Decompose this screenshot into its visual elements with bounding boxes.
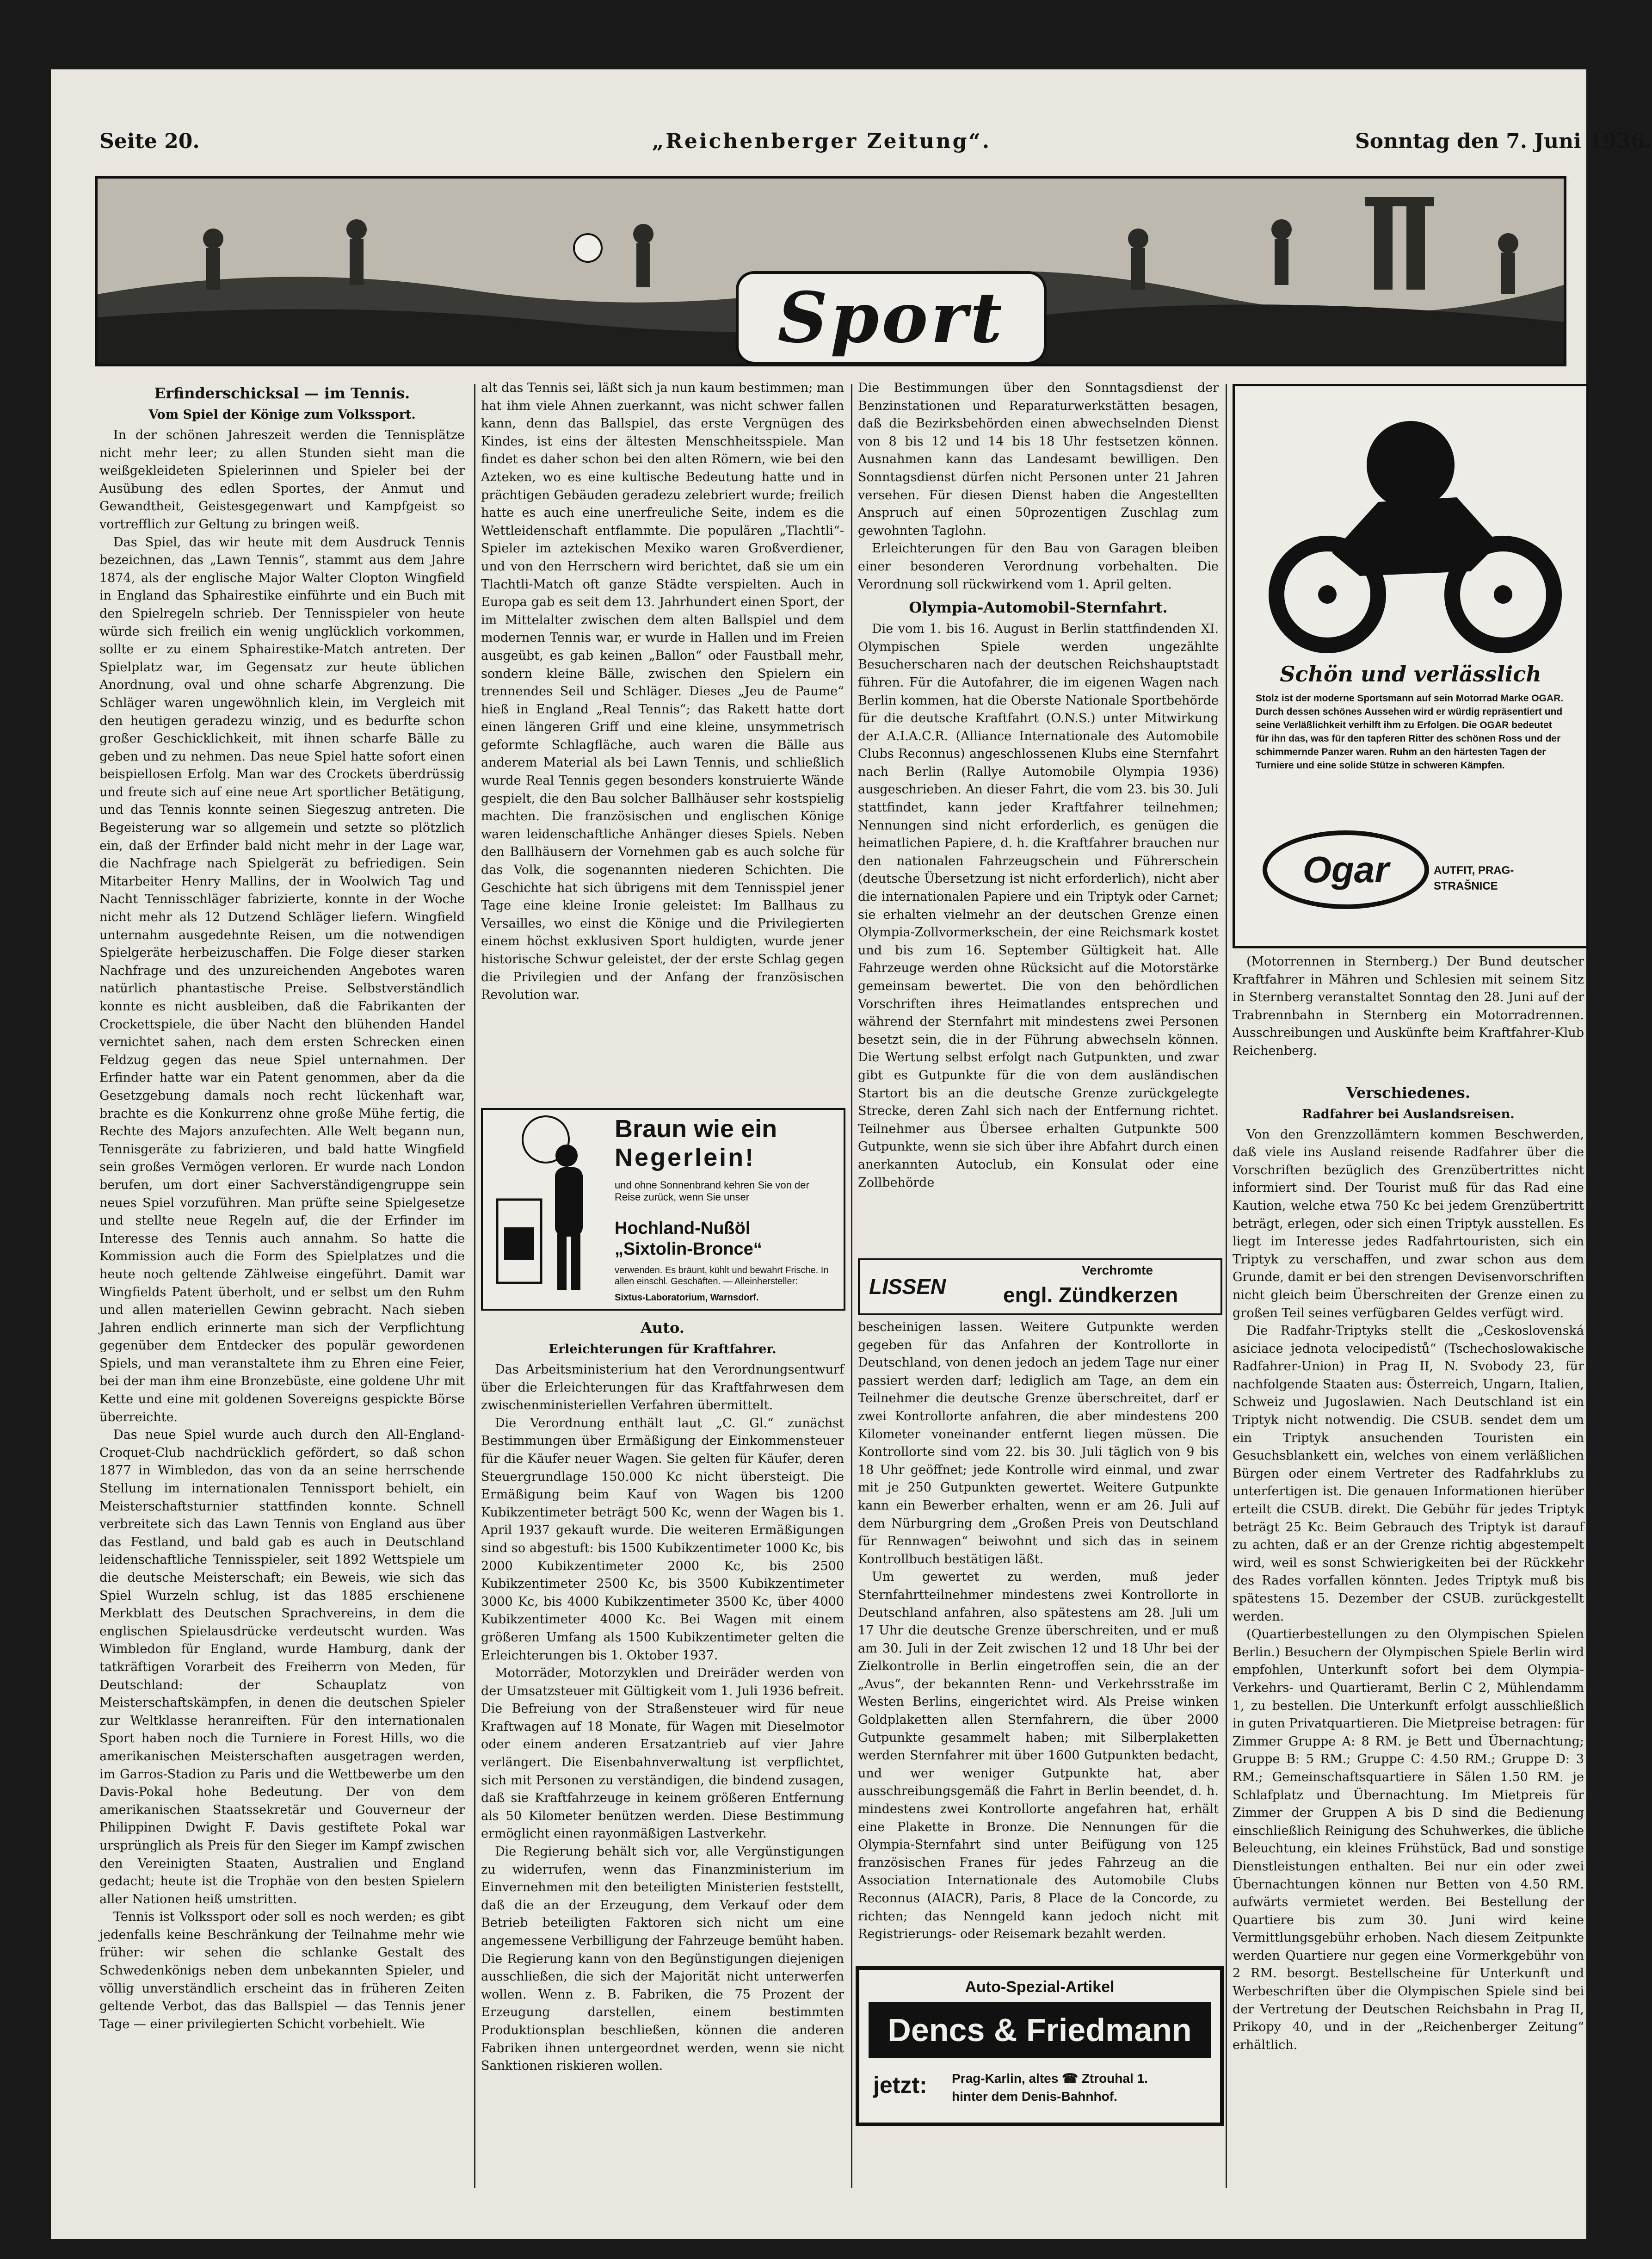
ad-product-2: „Sixtolin-Bronce“: [615, 1239, 762, 1259]
ad-maker: Sixtus-Laboratorium, Warnsdorf.: [615, 1293, 759, 1303]
ogar-ad: [1233, 384, 1589, 948]
sport-logo: Sport: [736, 271, 1047, 365]
column-rule-2: [851, 384, 852, 2188]
article-paragraph: alt das Tennis sei, läßt sich ja nun kaum bestimmen; man hat ihm viele Ahnen zuerkannt, was nicht schwer fallen kann, denn das Ballspiel, das erste Vergnügen des Kindes, ist eins der ältesten Menschheitsspiele. Man findet es daher schon bei den alten Römern, wie bei den Azteken, wo es eine kultische Bedeutung hatte und in prächtigen Gebäuden geradezu zelebriert wurde; freilich hatte es auch eine unerfreuliche Seite, indem es die Wettleidenschaft entflammte. Die populären „Tlachtli“-Spieler im aztekischen Mexiko waren Großverdiener, und von den Herrschern wird berichtet, daß sie um ein Tlachtli-Match oft ganze Städte verspielten. Auch in Europa gab es seit dem 13. Jahrhundert einen Sport, der im Mittelalter zwischen dem alten Ballspiel und dem modernen Tennis war, er wurde in Hallen und im Freien ausgeübt, es gab keinen „Ballon“ oder Faustball mehr, sondern kleine Bälle, zwischen den Spielern ein trennendes Seil und Schläger. Dieses „Jeu de Paume“ hieß in England „Real Tennis“; das Rakett hatte dort einen längeren Griff und eine kleine, unsymmetrisch geformte Schlagfläche, auch waren die Bälle aus anderem Material als bei Lawn Tennis, und schließlich wurde Real Tennis gegen besonders konstruierte Wände gespielt, die den Bau solcher Ballhäuser sehr kostspielig machten. Die französischen und englischen Könige waren leidenschaftliche Anhänger dieses Spiels. Neben den Ballhäusern der Vornehmen gab es auch solche für das Volk, die sogenannten niederen Schichten. Die Geschichte hat sich übrigens mit dem Tennisspiel jener Tage eine kleine Ironie geleistet: Im Ballhaus zu Versailles, wo einst die Könige und die Privilegierten einem höchst exklusiven Sport huldigten, wurde jener historische Schwur geleistet, der der erste Schlag gegen die Privilegien und der Anfang der französischen Revolution war.: [481, 381, 844, 1003]
article-paragraph: Motorräder, Motorzyklen und Dreiräder werden von der Umsatzsteuer mit Gültigkeit vom 1. Juli 1936 befreit. Die Befreiung von der Straßensteuer wird für neue Kraftwagen auf 18 Monate, für Wagen mit Dieselmotor oder einem anderen Ersatzantrieb auf vier Jahre verlängert. Die Eisenbahnverwaltung ist verpflichtet, sich mit Personen zu verständigen, die bindend zusagen, daß sie Kraftfahrzeuge in keinem größeren Entfernung als 50 Kilometer benützen werden. Diese Bestimmung ermöglicht einen rayonmäßigen Lastverkehr.: [481, 1666, 844, 1841]
ad-headline-1: Braun wie ein: [615, 1115, 777, 1143]
article-paragraph: Die Bestimmungen über den Sonntagsdienst der Benzinstationen und Reparaturwerkstätten besagen, daß die Bezirksbehörden einen abwechselnden Dienst von 8 bis 12 und 14 bis 18 Uhr festsetzen können. Ausnahmen kann das Landesamt bewilligen. Den Sonntagsdienst dürfen nicht Personen unter 21 Jahren versehen. Für diesen Dienst haben die Angestellten Anspruch auf einen 50prozentigen Zuschlag zum gewohnten Taglohn.: [858, 381, 1219, 538]
article-column-2-bottom: [481, 1314, 844, 2179]
section-title-auto: Auto.: [641, 1319, 684, 1337]
article-paragraph: Die Verordnung enthält laut „C. Gl.“ zunächst Bestimmungen über Ermäßigung der Einkommensteuer für die Käufer neuer Wagen. Sie gelten für Käufer, deren Steuergrundlage 150.000 Kc nicht übersteigt. Die Ermäßigung beim Kauf von Wagen bis 1200 Kubikzentimeter beträgt 500 Kc, wenn der Wagen bis 1. April 1937 gekauft wurde. Die weiteren Ermäßigungen sind so abgestuft: bis 1500 Kubikzentimeter 1000 Kc, bis 2000 Kubikzentimeter 2000 Kc, bis 2500 Kubikzentimeter 2500 Kc, bis 3500 Kubikzentimeter 3000 Kc, bis 4000 Kubikzentimeter 3500 Kc, über 4000 Kubikzentimeter 4000 Kc. Bei Wagen mit einem größeren Umfang als 1500 Kubikzentimeter gelten die Erleichterungen bis 1. Oktober 1937.: [481, 1416, 844, 1663]
article-column-2-top: [481, 379, 844, 1092]
issue-date: Sonntag den 7. Juni 1936.: [1355, 130, 1652, 153]
article-paragraph: (Motorrennen in Sternberg.) Der Bund deutscher Kraftfahrer in Mähren und Schlesien mit seinem Sitz in Sternberg veranstaltet Sonntag den 28. Juni auf der Trabrennbahn in Sternberg ein Motorradrennen. Ausschreibungen und Auskünfte beim Kraftfahrer-Klub Reichenberg.: [1233, 954, 1584, 1058]
motorcycle-illustration: [1239, 396, 1582, 655]
ad-text: Verchromte: [1082, 1263, 1153, 1277]
article-paragraph: (Quartierbestellungen zu den Olympischen Spielen Berlin.) Besuchern der Olympischen Spiele Berlin wird empfohlen, Unterkunft sofort bei dem Olympia-Verkehrs- und Quartieramt, Berlin C 2, Mühlendamm 1, zu bestellen. Die Unterkunft erfolgt ausschließlich in guten Privatquartieren. Die Mietpreise betragen: für Zimmer Gruppe A: 8 RM. je Bett und Übernachtung; Gruppe B: 5 RM.; Gruppe C: 4.50 RM.; Gruppe D: 3 RM.; Gemeinschaftsquartiere in Sälen 1.50 RM. je Schlafplatz und Übernachtung. Im Mietpreis für Zimmer der Gruppen A bis D sind die Bedienung einschließlich Reinigung des Schuhwerkes, die übliche Beleuchtung, ein kleines Frühstück, Bad und sonstige Dienstleistungen enthalten. Bei nur ein oder zwei Übernachtungen können nur Betten von 4.50 RM. aufwärts vermietet werden. Bei Bestellung der Quartiere bis zum 30. Juni wird keine Vermittlungsgebühr erhoben. Nach diesem Zeitpunkte werden Quartiere nur gegen eine Vormerkgebühr von 2 RM. besorgt. Bestellscheine für Unterkunft und Werbeschriften über die Olympischen Spiele sind bei der Vertretung der Deutschen Reichsbahn in Prag II, Prikopy 40, und in der „Reichenberger Zeitung“ erhältlich.: [1233, 1627, 1584, 2052]
figure-illustration: [486, 1112, 606, 1306]
ad-product-1: Hochland-Nußöl: [615, 1219, 751, 1238]
ad-address-1: Prag-Karlin, altes ☎ Ztrouhal 1.: [952, 2071, 1148, 2086]
article-subtitle: Vom Spiel der Könige zum Volkssport.: [148, 408, 416, 422]
article-paragraph: Die Radfahr-Triptyks stellt die „Ceskoslovenská asiciace jednota velocipedistů“ (Tschechoslowakische Radfahrer-Union) in Prag II, N. Svobody 23, für nachfolgende Staaten aus: Österreich, Ungarn, Italien, Schweiz und Jugoslawien. Nach Deutschland ist ein Triptyk nicht notwendig. Die CSUB. sendet dem um ein Triptyk ansuchenden Touristen ein Gesuchsblankett ein, welches von einem verläßlichen Bürgen oder einem Vertreter des Radfahrklubs zu unterfertigen ist. Die genauen Informationen hierüber erteilt die CSUB. direkt. Die Gebühr für jedes Triptyk beträgt 25 Kc. Beim Gebrauch des Triptyk ist darauf zu achten, daß er an der Grenze richtig abgestempelt wird, weil es sonst Schwierigkeiten bei der Rückkehr des Rades vorfallen könnten. Jedes Triptyk muß bis spätestens 15. Dezember der CSUB. zurückgestellt werden.: [1233, 1324, 1584, 1624]
article-title: Olympia-Automobil-Sternfahrt.: [909, 599, 1168, 617]
article-paragraph: Tennis ist Volkssport oder soll es noch werden; es gibt jedenfalls keine Beschränkung der Teilnahme mehr wie früher: wir sehen die schlanke Gestalt des Schwedenkönigs neben dem unbekannten Spieler, und völlig unverständlich erscheint das in früheren Zeiten geltende Verbot, das das Ballspiel — das Tennis jener Tage — einer privilegierten Schicht vorbehielt. Wie: [99, 1910, 465, 2031]
lissen-ad: [858, 1258, 1222, 1315]
article-paragraph: Das neue Spiel wurde auch durch den All-England-Croquet-Club nachdrücklich gefördert, so daß schon 1877 in Wimbledon, das von da an seine herrschende Stellung im internationalen Tennissport behielt, ein Meisterschaftsturnier stattfinden konnte. Schnell verbreitete sich das Lawn Tennis von England aus über das Festland, und bald gab es auch in Deutschland leidenschaftliche Tennisspieler, seit 1892 Wettspiele um die deutsche Meisterschaft; ein Beweis, wie sich das Spiel Wurzeln schlug, ist das 1885 erschienene Merkblatt des Deutschen Sprachvereins, in dem die englischen Spielausdrücke verdeutscht wurden. Was Wimbledon für England, wurde Hamburg, dank der tatkräftigen Vorarbeit des Freiherrn von Meden, für Deutschland: der Schauplatz von Meisterschaftskämpfen, in denen die deutschen Spieler zur Weltklasse heranreiften. Für den internationalen Sport haben noch die Turniere in Forest Hills, wo die amerikanischen Meisterschaften ausgetragen werden, im Garros-Stadion zu Paris und die Wettbewerbe um den Davis-Pokal hohe Bedeutung. Der von dem amerikanischen Staatssekretär und Gouverneur der Philippinen Dwight F. Davis gestiftete Pokal war ursprünglich als Preis für den Sieger im Kampf zwischen den Vereinigten Staaten, Australien und England gedacht; heute ist die Trophäe von den besten Spielern aller Nationen heiß umstritten.: [99, 1428, 465, 1906]
ad-company-name: Dencs & Friedmann: [869, 2002, 1211, 2058]
ad-headline: Auto-Spezial-Artikel: [965, 1978, 1115, 1996]
column-rule-3: [1226, 384, 1227, 2188]
ad-headline: Schön und verlässlich: [1280, 662, 1541, 687]
ad-brand: LISSEN: [869, 1275, 946, 1299]
ad-address-2: hinter dem Denis-Bahnhof.: [952, 2089, 1117, 2104]
article-paragraph: Um gewertet zu werden, muß jeder Sternfahrtteilnehmer mindestens zwei Kontrollorte in Deutschland anfahren, also spätestens am 28. Juli um 17 Uhr die deutsche Grenze überschreiten, und er muß am 30. Juli in der Zeit zwischen 12 und 18 Uhr bei der Zielkontrolle in Berlin eingetroffen sein, die an der „Avus“, der bekannten Renn- und Verkehrsstraße im Westen Berlins, eingerichtet wird. Als Preise winken Goldplaketten allen Sternfahrern, die über 2000 Gutpunkte gesammelt haben; mit Silberplaketten werden Sternfahrer mit über 1600 Gutpunkten bedacht, und wer weniger Gutpunkte hat, aber ausschreibungsgemäß die Fahrt in Berlin beendet, d. h. mindestens zwei Kontrollorte angefahren hat, erhält eine Plakette in Bronze. Die Nennungen für die Olympia-Sternfahrt sind unter Beifügung von 125 französischen Franes für jedes Fahrzeug an die Association Internationale des Automobile Clubs Reconnus (AIACR), Paris, 8 Place de la Concorde, zu richten; das Nenngeld kann jedoch nicht mit Registrierungs- oder Reisemark bezahlt werden.: [858, 1570, 1219, 1942]
article-subtitle: Radfahrer bei Auslandsreisen.: [1302, 1107, 1515, 1121]
article-subtitle: Erleichterungen für Kraftfahrer.: [549, 1342, 777, 1356]
ogar-logo: Ogar: [1263, 830, 1429, 909]
section-title-misc: Verschiedenes.: [1346, 1083, 1470, 1102]
article-column-1: [99, 379, 465, 2184]
article-column-4: [1233, 953, 1584, 2184]
ad-now: jetzt:: [873, 2072, 927, 2098]
article-title: Erfinderschicksal — im Tennis.: [154, 384, 410, 402]
dencs-friedmann-ad: [856, 1966, 1224, 2126]
column-rule-1: [474, 384, 475, 2188]
newspaper-name: „Reichenberger Zeitung“.: [652, 130, 992, 153]
page-number: Seite 20.: [99, 130, 200, 153]
ad-headline-2: Negerlein!: [615, 1144, 756, 1171]
article-column-3-bottom: [858, 1318, 1219, 1942]
article-paragraph: Das Arbeitsministerium hat den Verordnungsentwurf über die Erleichterungen für das Kraftfahrwesen dem zwischenministeriellen Verfahren übermittelt.: [481, 1362, 844, 1413]
article-paragraph: Die Regierung behält sich vor, alle Vergünstigungen zu widerrufen, wenn das Finanzministerium im Einvernehmen mit den beteiligten Ministerien feststellt, daß die an der Erzeugung, dem Verkauf oder dem Betrieb beteiligten Faktoren sich nicht um eine angemessene Verbilligung der Fahrzeuge bemüht haben. Die Regierung kann von den Begünstigungen diejenigen ausschließen, die sich der Majorität nicht unterwerfen wollen. Wenn z. B. Fabriken, die 75 Prozent der Erzeugung darstellen, einem bestimmten Produktionsplan beschließen, können die anderen Fabriken ihnen untergeordnet werden, wenn sie nicht Sanktionen riskieren wollen.: [481, 1844, 844, 2073]
article-paragraph: Das Spiel, das wir heute mit dem Ausdruck Tennis bezeichnen, das „Lawn Tennis“, stammt aus dem Jahre 1874, als der englische Major Walter Clopton Wingfield in England das Sphairestike einführte und ein Buch mit den Spielregeln schrieb. Der Tennisspieler von heute würde sich freilich ein wenig unglücklich vorkommen, sollte er zu einem Sphairestike-Match antreten. Der Spielplatz war, im Gegensatz zur heute üblichen Anordnung, oval und ohne scharfe Abgrenzung. Die Schläger waren ungewöhnlich klein, im Vergleich mit den heutigen geradezu winzig, und es bedurfte schon großer Geschicklichkeit, mit ihnen scharfe Bälle zu geben und zu nehmen. Das neue Spiel hatte sofort einen beispiellosen Erfolg. Man war des Crockets überdrüssig und freute sich auf eine neue Art sportlicher Betätigung, und das Tennis konnte seinen Siegeszug antreten. Die Begeisterung war so allgemein und setzte so plötzlich ein, daß der Erfinder bald nicht mehr in der Lage war, die Nachfrage nach Spielgerät zu befriedigen. Sein Mitarbeiter Henry Mallins, der in Woolwich Tag und Nacht Tennisschläger fabrizierte, konnte in der Woche nicht mehr als 12 Dutzend Schläger liefern. Wingfield unternahm ausgedehnte Reisen, um die notwendigen Spielgeräte herbeizuschaffen. Die Folge dieser starken Nachfrage und des unzureichenden Angebotes waren natürlich phantastische Preise. Selbstverständlich konnte es nicht ausbleiben, daß die Fabrikanten der Crockettspiele, die über Nacht den blühenden Handel vernichtet sahen, nach dem ersten Schrecken einen Feldzug gegen das neue Spiel unternahmen. Der Erfinder hatte war ein Patent genommen, aber da die Gesetzgebung damals noch recht lückenhaft war, brachte es die Konkurrenz ohne große Mühe fertig, die Rechte des Majors anzufechten. Alle Welt begann nun, Tennisgeräte zu fabrizieren, und bald hatte Wingfield sein großes Vermögen verloren. Er wurde nach London berufen, um dort einer Sachverständigengruppe sein neues Spiel vorzuführen. Man prüfte seine Spielgesetze und stellte neue Regeln auf, die der Erfinder im Interesse des Tennis auch annahm. So hatte die Kommission auch die Form des Spielplatzes und die heute noch geltende Zählweise eingeführt. Damit war Wingfields Patent überholt, und er selbst um den Ruhm und allen materiellen Gewinn gebracht. Nach sieben Jahren endlich erinnerte man sich der Verpflichtung gegenüber dem Entdecker des populär gewordenen Spiels, und man veranstaltete ihm zu Ehren eine Feier, bei der man ihm eine Bronzebüste, eine goldene Uhr mit Kette und eine mit goldenen Sovereigns gespickte Börse überreichte.: [99, 535, 465, 1424]
sport-banner: [95, 176, 1566, 366]
article-column-3-top: [858, 379, 1219, 1254]
sixtolin-ad: [481, 1108, 845, 1311]
article-paragraph: Erleichterungen für den Bau von Garagen bleiben einer besonderen Verordnung vorbehalten. Die Verordnung soll rückwirkend vom 1. April gelten.: [858, 541, 1219, 592]
article-paragraph: In der schönen Jahreszeit werden die Tennisplätze nicht mehr leer; zu allen Stunden sieht man die weißgekleideten Spielerinnen und Spieler bei der Ausübung des edlen Sportes, der Anmut und Gewandtheit, Geistesgegenwart und Kampfgeist so vortrefflich zur Geltung zu bringen weiß.: [99, 428, 465, 532]
article-paragraph: Die vom 1. bis 16. August in Berlin stattfindenden XI. Olympischen Spiele werden ungezählte Besucherscharen nach der deutschen Reichshauptstadt führen. Für die Autofahrer, die im eigenen Wagen nach Berlin kommen, hat die Oberste Nationale Sportbehörde für die deutsche Kraftfahrt (O.N.S.) unter Mitwirkung der A.I.A.C.R. (Alliance Internationale des Automobile Clubs Reconnus) angeschlossenen Klubs eine Sternfahrt nach Berlin (Rallye Automobile Olympia 1936) ausgeschrieben. An dieser Fahrt, die vom 23. bis 30. Juli stattfindet, kann jeder Kraftfahrer teilnehmen; Nennungen sind nicht erforderlich, es genügen die heimatlichen Papiere, d. h. die Kraftfahrer brauchen nur den nationalen Fahrzeugschein und Führerschein (deutsche Übersetzung ist nicht erforderlich), nicht aber die internationalen Papiere und ein Triptyk oder Carnet; sie erhalten vielmehr an der deutschen Grenze einen Olympia-Zollvormerkschein, der eine Reichsmark kostet und bis zum 16. September Gültigkeit hat. Alle Fahrzeuge werden ohne Rücksicht auf die Motorstärke gemeinsam bewertet. Die von den behördlichen Vorschriften ihres Heimatlandes entsprechen und während der Sternfahrt mit mindestens zwei Personen besetzt sein, die in der Führung abwechseln können. Die Wertung selbst erfolgt nach Gutpunkten, und zwar gibt es Gutpunkte für die von dem ausländischen Startort bis an die deutsche Grenze zurückgelegte Strecke, deren Zahl sich nach der Entfernung richtet. Teilnehmer aus Übersee erhalten Gutpunkte 500 Gutpunkte, wenn sie sich über ihre Abfahrt durch einen anerkannten Autoclub, ein Konsulat oder eine Zollbehörde: [858, 622, 1219, 1190]
ad-body: Stolz ist der moderne Sportsmann auf sein Motorrad Marke OGAR. Durch dessen schönes Aussehen wird er würdig repräsentiert und seine Verläßlichkeit verhilft ihm zu Erfolgen. Die OGAR bedeutet für ihn das, was für den tapferen Ritter des schönen Ross und der schimmernde Panzer waren. Ruhm an den härtesten Tagen der Turniere und eine solide Stütze in schweren Kämpfen.: [1256, 693, 1564, 771]
article-paragraph: Von den Grenzzollämtern kommen Beschwerden, daß viele ins Ausland reisende Radfahrer über die Vorschriften bezüglich des Grenzübertrittes nicht informiert sind. Der Tourist muß für das Rad eine Kaution, welche etwa 750 Kc bei jedem Grenzübertritt beträgt, erlegen, oder sich einen Triptyk ausstellen. Es liegt im Interesse jedes Radfahrtouristen, sich ein Triptyk zu verschaffen, und zwar schon aus dem Grunde, damit er bei den strengen Devisenvorschriften nicht gleich beim Überschreiten der Grenze einen zu großen Teil seines verfügbaren Geldes verfügt wird.: [1233, 1127, 1584, 1320]
ad-maker: AUTFIT, PRAG-STRAŠNICE: [1434, 864, 1514, 892]
ad-text-2: verwenden. Es bräunt, kühlt und bewahrt Frische. In allen einschl. Geschäften. — Alleinhersteller:: [615, 1265, 829, 1287]
article-paragraph: bescheinigen lassen. Weitere Gutpunkte werden gegeben für das Anfahren der Kontrollorte in Deutschland, von denen jedoch an jedem Tage nur einer passiert werden darf; lediglich am Tage, an dem ein Teilnehmer die deutsche Grenze überschreitet, darf er zwei Kontrollorte anfahren, die aber mindestens 200 Kilometer voneinander entfernt liegen müssen. Die Kontrollorte sind vom 22. bis 30. Juli täglich von 9 bis 18 Uhr geöffnet; jede Kontrolle wird einmal, und zwar mit je 250 Gutpunkten gewertet. Weitere Gutpunkte kann ein Bewerber erhalten, wenn er am 26. Juli auf dem Nürburgring dem „Großen Preis von Deutschland für Rennwagen“ beiwohnt und sich das in seinem Kontrollbuch bestätigen läßt.: [858, 1320, 1219, 1566]
ad-product: engl. Zündkerzen: [1003, 1283, 1178, 1307]
ad-text-1: und ohne Sonnenbrand kehren Sie von der Reise zurück, wenn Sie unser: [615, 1179, 809, 1203]
